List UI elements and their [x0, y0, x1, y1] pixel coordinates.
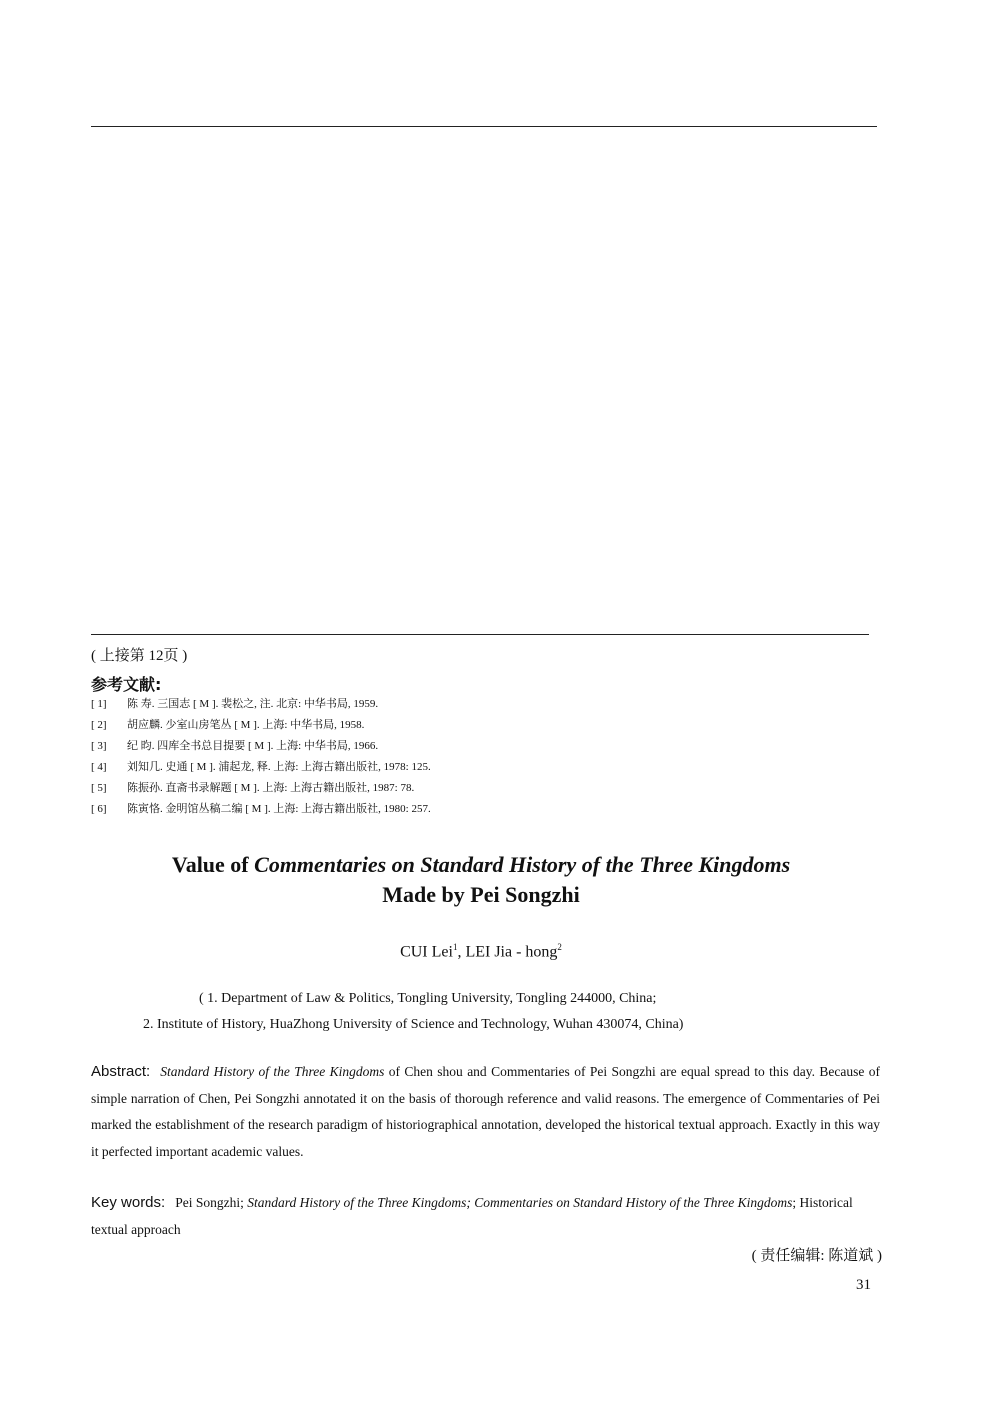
title-lead: Value of: [171, 852, 255, 877]
title-work: Commentaries on Standard History of the Three Kingdoms: [254, 852, 791, 877]
editor-note: ( 责任编辑: 陈道斌 ): [751, 1248, 882, 1264]
reference-item: [91, 739, 871, 760]
page-number: 31: [856, 1277, 871, 1293]
reference-number: [ 2]: [91, 719, 107, 731]
keywords-label: Key words:: [91, 1194, 166, 1211]
title-line-2: Made by Pei Songzhi: [382, 882, 580, 907]
reference-text: 纪 昀. 四库全书总目提要 [ M ]. 上海: 中华书局, 1966.: [127, 740, 379, 752]
reference-text: 胡应麟. 少室山房笔丛 [ M ]. 上海: 中华书局, 1958.: [127, 719, 365, 731]
reference-item: [91, 760, 871, 781]
author-2-mark: 2: [557, 942, 562, 952]
reference-number: [ 6]: [91, 803, 107, 815]
reference-number: [ 1]: [91, 698, 107, 710]
reference-text: 陈振孙. 直斋书录解题 [ M ]. 上海: 上海古籍出版社, 1987: 78.: [127, 782, 415, 794]
keyword-1: Pei Songzhi;: [175, 1195, 248, 1210]
reference-item: [91, 697, 871, 718]
english-title: [91, 850, 871, 910]
references-heading: 参考文献:: [91, 675, 162, 694]
reference-text: 陈寅恪. 金明馆丛稿二编 [ M ]. 上海: 上海古籍出版社, 1980: 257.: [127, 803, 431, 815]
reference-text: 刘知几. 史通 [ M ]. 浦起龙, 释. 上海: 上海古籍出版社, 1978: 125.: [127, 761, 431, 773]
continued-note: ( 上接第 12页 ): [91, 648, 188, 664]
author-1: CUI Lei: [400, 943, 453, 961]
reference-number: [ 5]: [91, 782, 107, 794]
affiliation-1: ( 1. Department of Law & Politics, Tongling University, Tongling 244000, China;: [199, 991, 657, 1006]
abstract-body: of Chen shou and Commentaries of Pei Songzhi are equal spread to this day. Because of simple narration of Chen, Pei Songzhi annotated it on the basis of thorough reference and valid reasons. The emergence of Commentaries of Pei marked the establishment of the research paradigm of historiographical annotation, developed the historical textual approach. Exactly in this way it perfected important academic values.: [91, 1064, 880, 1159]
author-2: LEI Jia - hong: [465, 943, 558, 961]
abstract-italic-title: Standard History of the Three Kingdoms: [160, 1064, 385, 1079]
reference-item: [91, 718, 871, 739]
author-line: [91, 942, 871, 961]
affiliations: [91, 986, 871, 1038]
author-separator: ,: [457, 943, 466, 961]
keywords: [91, 1190, 880, 1243]
keyword-last: ; Historical textual approach: [91, 1195, 853, 1237]
reference-item: [91, 781, 871, 802]
reference-list: [91, 697, 871, 823]
reference-text: 陈 寿. 三国志 [ M ]. 裴松之, 注. 北京: 中华书局, 1959.: [127, 698, 379, 710]
reference-number: [ 3]: [91, 740, 107, 752]
reference-item: [91, 802, 871, 823]
reference-number: [ 4]: [91, 761, 107, 773]
affiliation-2: 2. Institute of History, HuaZhong University of Science and Technology, Wuhan 430074, China): [143, 1017, 684, 1032]
abstract-label: Abstract:: [91, 1063, 151, 1080]
author-1-mark: 1: [452, 942, 458, 952]
abstract: [91, 1059, 880, 1165]
keyword-italic: Standard History of the Three Kingdoms; Commentaries on Standard History of the Three Kingdoms: [247, 1195, 793, 1210]
top-rule: [91, 126, 877, 127]
section-rule: [91, 634, 869, 635]
title-line-1: [91, 850, 871, 880]
